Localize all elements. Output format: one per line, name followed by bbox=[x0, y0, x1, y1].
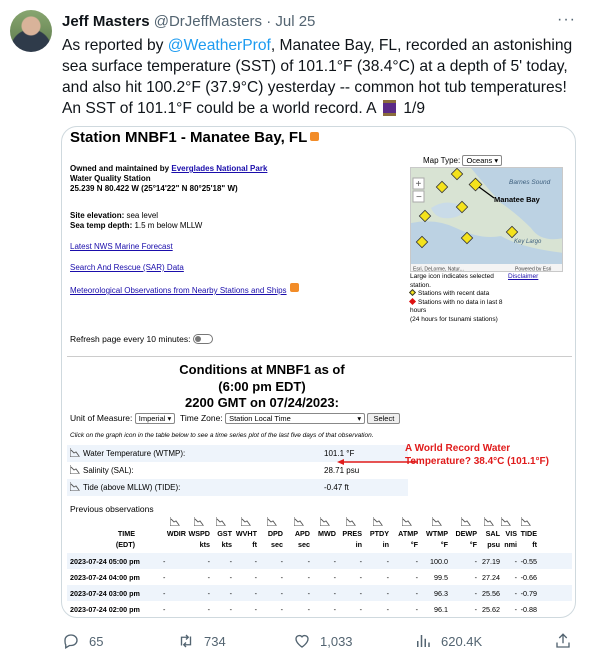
column-header bbox=[116, 528, 135, 550]
column-header-label: WDIR bbox=[166, 529, 186, 538]
table-cell: - bbox=[307, 573, 310, 582]
conditions-heading bbox=[67, 362, 457, 412]
column-header-unit: in bbox=[355, 540, 362, 549]
column-header bbox=[188, 528, 210, 550]
observation-value: 101.1 °F bbox=[324, 449, 355, 458]
svg-text:−: − bbox=[416, 192, 422, 203]
sea-temp-depth-value: 1.5 m below MLLW bbox=[132, 221, 203, 230]
unit-timezone-controls bbox=[70, 413, 400, 424]
table-cell: - bbox=[386, 557, 389, 566]
previous-observations-title: Previous observations bbox=[70, 504, 154, 514]
table-cell: 25.56 bbox=[482, 589, 500, 598]
recent-data-icon bbox=[409, 289, 416, 296]
column-header bbox=[268, 528, 283, 550]
refresh-label: Refresh page every 10 minutes: bbox=[70, 334, 191, 344]
table-cell: - bbox=[514, 573, 517, 582]
table-cell: - bbox=[229, 557, 232, 566]
table-cell: - bbox=[514, 589, 517, 598]
owner-link: Everglades National Park bbox=[171, 164, 268, 173]
author-handle[interactable]: @DrJeffMasters bbox=[153, 13, 263, 30]
column-header-unit: nmi bbox=[504, 540, 517, 549]
column-header bbox=[236, 528, 257, 550]
observation-label: Tide (above MLLW) (TIDE): bbox=[83, 483, 181, 492]
column-header bbox=[486, 528, 500, 550]
avatar[interactable] bbox=[10, 10, 52, 52]
table-cell: - bbox=[415, 557, 418, 566]
nearby-obs-link: Meteorological Observations from Nearby Stations and Ships bbox=[70, 286, 287, 295]
manatee-bay-label: Manatee Bay bbox=[494, 195, 540, 204]
tz-label: Time Zone: bbox=[180, 413, 223, 423]
tweet-actions bbox=[62, 632, 582, 654]
table-cell: - bbox=[229, 605, 232, 614]
author-name[interactable]: Jeff Masters bbox=[62, 13, 150, 30]
column-header-unit: psu bbox=[487, 540, 500, 549]
reply-icon bbox=[62, 632, 80, 650]
map-type bbox=[423, 155, 502, 166]
observation-label: Salinity (SAL): bbox=[83, 466, 134, 475]
graph-icon bbox=[320, 517, 330, 526]
map-type-select: Oceans ▾ bbox=[462, 155, 502, 166]
table-cell: - bbox=[415, 573, 418, 582]
tweet-date[interactable]: Jul 25 bbox=[275, 13, 316, 30]
annotation-line-1: A World Record Water bbox=[405, 443, 511, 454]
annotation-line-2: Temperature? 38.4°C (101.1°F) bbox=[405, 455, 549, 467]
sar-data-link: Search And Rescue (SAR) Data bbox=[70, 263, 184, 272]
mention-link[interactable]: @WeatherProf bbox=[167, 37, 271, 54]
table-cell: - bbox=[386, 573, 389, 582]
retweet-icon bbox=[177, 632, 195, 650]
rss-icon bbox=[310, 132, 319, 141]
row-time: 2023-07-24 04:00 pm bbox=[70, 573, 140, 582]
station-map bbox=[410, 167, 563, 272]
graph-icon bbox=[373, 517, 383, 526]
table-cell: 96.3 bbox=[434, 589, 448, 598]
graph-icon bbox=[294, 517, 304, 526]
table-cell: 99.5 bbox=[434, 573, 448, 582]
table-cell: - bbox=[280, 605, 283, 614]
thread-spool-icon bbox=[383, 100, 396, 116]
views-button[interactable] bbox=[414, 632, 482, 650]
graph-icon bbox=[521, 517, 531, 526]
column-header-label: PRES bbox=[342, 529, 362, 538]
column-header-unit: kts bbox=[199, 540, 210, 549]
table-cell: - bbox=[307, 605, 310, 614]
heart-icon bbox=[293, 632, 311, 650]
table-row bbox=[67, 569, 572, 585]
graph-icon bbox=[346, 517, 356, 526]
ownership-block bbox=[70, 164, 370, 194]
table-cell: - bbox=[359, 589, 362, 598]
table-cell: - bbox=[514, 557, 517, 566]
column-header-unit: ft bbox=[532, 540, 537, 549]
column-header-label: TIDE bbox=[520, 529, 537, 538]
column-header bbox=[398, 528, 418, 550]
graph-icon bbox=[241, 517, 251, 526]
tweet-text-part1: As reported by bbox=[62, 37, 168, 54]
column-header-unit: sec bbox=[271, 540, 283, 549]
sea-temp-depth-label: Sea temp depth: bbox=[70, 221, 133, 230]
table-cell: - bbox=[254, 557, 257, 566]
row-time: 2023-07-24 05:00 pm bbox=[70, 557, 140, 566]
table-cell: - bbox=[163, 605, 166, 614]
reply-button[interactable] bbox=[62, 632, 103, 650]
world-record-annotation bbox=[405, 443, 549, 468]
table-cell: - bbox=[280, 573, 283, 582]
column-header-unit: sec bbox=[298, 540, 310, 549]
owned-by-label: Owned and maintained by bbox=[70, 164, 172, 173]
map-powered: Powered by Esri bbox=[515, 266, 552, 272]
nearby-obs bbox=[70, 283, 299, 295]
column-header bbox=[167, 528, 186, 539]
column-header bbox=[295, 528, 310, 550]
no-data-icon bbox=[409, 297, 416, 304]
column-header-unit: °F bbox=[469, 540, 477, 549]
table-row bbox=[67, 553, 572, 569]
attached-image[interactable] bbox=[61, 126, 576, 618]
unit-value: Imperial bbox=[138, 414, 166, 423]
views-count: 620.4K bbox=[441, 633, 483, 649]
map-type-value: Oceans bbox=[466, 156, 493, 165]
graph-icon bbox=[70, 465, 80, 474]
map-legend bbox=[410, 273, 570, 324]
column-header-label: ATMP bbox=[398, 529, 418, 538]
station-coords: 25.239 N 80.422 W (25°14'22" N 80°25'18" W) bbox=[70, 184, 238, 193]
table-cell: - bbox=[207, 605, 210, 614]
table-cell: - bbox=[415, 605, 418, 614]
disclaimer-link: Disclaimer bbox=[508, 273, 539, 280]
column-header-label: VIS bbox=[505, 529, 517, 538]
graph-icon bbox=[432, 517, 442, 526]
table-cell: - bbox=[307, 557, 310, 566]
row-time: 2023-07-24 03:00 pm bbox=[70, 589, 140, 598]
station-type: Water Quality Station bbox=[70, 174, 151, 183]
column-header-unit: kts bbox=[221, 540, 232, 549]
table-cell: - bbox=[280, 589, 283, 598]
table-cell: - bbox=[254, 605, 257, 614]
barnes-sound-label: Barnes Sound bbox=[509, 179, 551, 186]
table-cell: 27.19 bbox=[482, 557, 500, 566]
tweet-text-part2: , Manatee Bay, FL, recorded an astonishing sea surface temperature (SST) of 101.1°F (38.4°C) at a depth of 5' today, and also hit 100.2°F (37.9°C) yesterday -- common hot tub temperatures! An SST of 101.1°F could be a world record. A bbox=[62, 37, 573, 117]
observation-value: 28.71 psu bbox=[324, 466, 360, 475]
column-header-unit: in bbox=[382, 540, 389, 549]
conditions-line-3: 2200 GMT on 07/24/2023: bbox=[185, 395, 339, 410]
table-cell: -0.79 bbox=[520, 589, 537, 598]
column-header-unit: °F bbox=[410, 540, 418, 549]
map-type-label: Map Type: bbox=[423, 156, 461, 165]
table-row bbox=[67, 585, 572, 601]
share-icon bbox=[554, 632, 572, 650]
recent-data-label: Stations with recent data bbox=[418, 290, 490, 297]
rss-icon bbox=[290, 283, 299, 292]
table-cell: - bbox=[254, 589, 257, 598]
share-button[interactable] bbox=[554, 632, 572, 650]
retweet-count: 734 bbox=[204, 633, 226, 649]
graph-icon bbox=[501, 517, 511, 526]
table-cell: - bbox=[333, 589, 336, 598]
table-cell: - bbox=[474, 573, 477, 582]
table-cell: - bbox=[163, 557, 166, 566]
column-header bbox=[455, 528, 477, 550]
refresh-control bbox=[70, 334, 213, 344]
unit-label: Unit of Measure: bbox=[70, 413, 133, 423]
table-cell: -0.88 bbox=[520, 605, 537, 614]
column-header-label: MWD bbox=[318, 529, 336, 538]
graph-icon bbox=[484, 517, 494, 526]
graph-icon bbox=[170, 517, 180, 526]
table-cell: -0.66 bbox=[520, 573, 537, 582]
station-title-text: Station MNBF1 - Manatee Bay, FL bbox=[70, 129, 308, 146]
tz-select: Station Local Time ▾ bbox=[225, 413, 365, 424]
divider bbox=[67, 356, 572, 357]
observation-row bbox=[67, 479, 408, 496]
column-header bbox=[521, 528, 537, 550]
table-cell: - bbox=[307, 589, 310, 598]
large-icon-note: Large icon indicates selected station. bbox=[410, 273, 494, 289]
column-header-label: PTDY bbox=[369, 529, 389, 538]
retweet-button[interactable] bbox=[177, 632, 226, 650]
table-cell: -0.55 bbox=[520, 557, 537, 566]
tweet-header bbox=[62, 13, 315, 30]
table-cell: - bbox=[386, 605, 389, 614]
observations-list bbox=[67, 445, 408, 496]
marine-forecast-link: Latest NWS Marine Forecast bbox=[70, 242, 173, 251]
table-cell: - bbox=[163, 573, 166, 582]
column-header-label: SAL bbox=[485, 529, 500, 538]
graph-hint: Click on the graph icon in the table below to see a time series plot of the last five days of that observation. bbox=[70, 432, 374, 439]
table-cell: - bbox=[207, 589, 210, 598]
table-cell: 25.62 bbox=[482, 605, 500, 614]
graph-icon bbox=[70, 482, 80, 491]
column-header-label: TIME bbox=[117, 529, 135, 538]
column-header bbox=[370, 528, 389, 550]
no-data-label: Stations with no data in last 8 hours bbox=[410, 298, 503, 314]
table-cell: - bbox=[207, 573, 210, 582]
date-separator: · bbox=[266, 13, 272, 30]
column-header-label: GST bbox=[217, 529, 232, 538]
table-cell: - bbox=[229, 589, 232, 598]
tweet-text-part3: 1/9 bbox=[399, 100, 426, 117]
graph-icon bbox=[194, 517, 204, 526]
column-header bbox=[342, 528, 362, 550]
column-header-unit: ft bbox=[252, 540, 257, 549]
column-header-label: WVHT bbox=[235, 529, 257, 538]
graph-icon bbox=[70, 448, 80, 457]
table-cell: - bbox=[474, 557, 477, 566]
table-cell: - bbox=[333, 557, 336, 566]
reply-count: 65 bbox=[89, 633, 104, 649]
table-cell: - bbox=[359, 605, 362, 614]
key-largo-label: Key Largo bbox=[514, 239, 542, 245]
refresh-toggle bbox=[193, 334, 213, 344]
map-graphic bbox=[411, 168, 563, 272]
table-cell: - bbox=[474, 605, 477, 614]
table-cell: - bbox=[207, 557, 210, 566]
column-header bbox=[504, 528, 517, 550]
table-cell: - bbox=[163, 589, 166, 598]
table-cell: 100.0 bbox=[430, 557, 448, 566]
map-attribution: Esri, DeLorme, Natur... bbox=[413, 266, 464, 272]
column-header-unit: (EDT) bbox=[115, 540, 135, 549]
column-header-label: APD bbox=[294, 529, 310, 538]
graph-icon bbox=[267, 517, 277, 526]
table-cell: - bbox=[415, 589, 418, 598]
table-cell: - bbox=[333, 605, 336, 614]
table-cell: - bbox=[514, 605, 517, 614]
conditions-line-1: Conditions at MNBF1 as of bbox=[179, 362, 345, 377]
column-header bbox=[318, 528, 336, 539]
tsunami-note: (24 hours for tsunami stations) bbox=[410, 315, 498, 323]
column-header bbox=[426, 528, 448, 550]
table-cell: - bbox=[474, 589, 477, 598]
column-header bbox=[217, 528, 232, 550]
table-cell: - bbox=[280, 557, 283, 566]
like-count: 1,033 bbox=[320, 633, 353, 649]
elevation-label: Site elevation: bbox=[70, 211, 125, 220]
conditions-line-2: (6:00 pm EDT) bbox=[218, 378, 306, 394]
table-cell: - bbox=[254, 573, 257, 582]
tz-value: Station Local Time bbox=[229, 414, 291, 423]
unit-select: Imperial ▾ bbox=[135, 413, 176, 424]
column-header-label: DEWP bbox=[455, 529, 477, 538]
station-title bbox=[70, 129, 319, 146]
table-cell: 96.1 bbox=[434, 605, 448, 614]
table-cell: - bbox=[333, 573, 336, 582]
tweet-text bbox=[62, 35, 582, 119]
table-cell: - bbox=[359, 557, 362, 566]
column-header-label: WTMP bbox=[426, 529, 448, 538]
svg-text:+: + bbox=[415, 179, 422, 190]
like-button[interactable] bbox=[293, 632, 353, 650]
elevation-block bbox=[70, 211, 202, 231]
select-button: Select bbox=[367, 413, 400, 424]
observation-value: -0.47 ft bbox=[324, 483, 349, 492]
elevation-value: sea level bbox=[124, 211, 159, 220]
graph-icon bbox=[402, 517, 412, 526]
column-header-unit: °F bbox=[440, 540, 448, 549]
row-time: 2023-07-24 02:00 pm bbox=[70, 605, 140, 614]
graph-icon bbox=[461, 517, 471, 526]
table-cell: - bbox=[359, 573, 362, 582]
more-options-icon[interactable]: ··· bbox=[557, 11, 576, 28]
column-header-label: DPD bbox=[267, 529, 283, 538]
table-cell: - bbox=[229, 573, 232, 582]
column-header-label: WSPD bbox=[188, 529, 210, 538]
graph-icon bbox=[216, 517, 226, 526]
table-row bbox=[67, 601, 572, 617]
observation-label: Water Temperature (WTMP): bbox=[83, 449, 186, 458]
views-icon bbox=[414, 632, 432, 650]
table-cell: - bbox=[386, 589, 389, 598]
table-cell: 27.24 bbox=[482, 573, 500, 582]
